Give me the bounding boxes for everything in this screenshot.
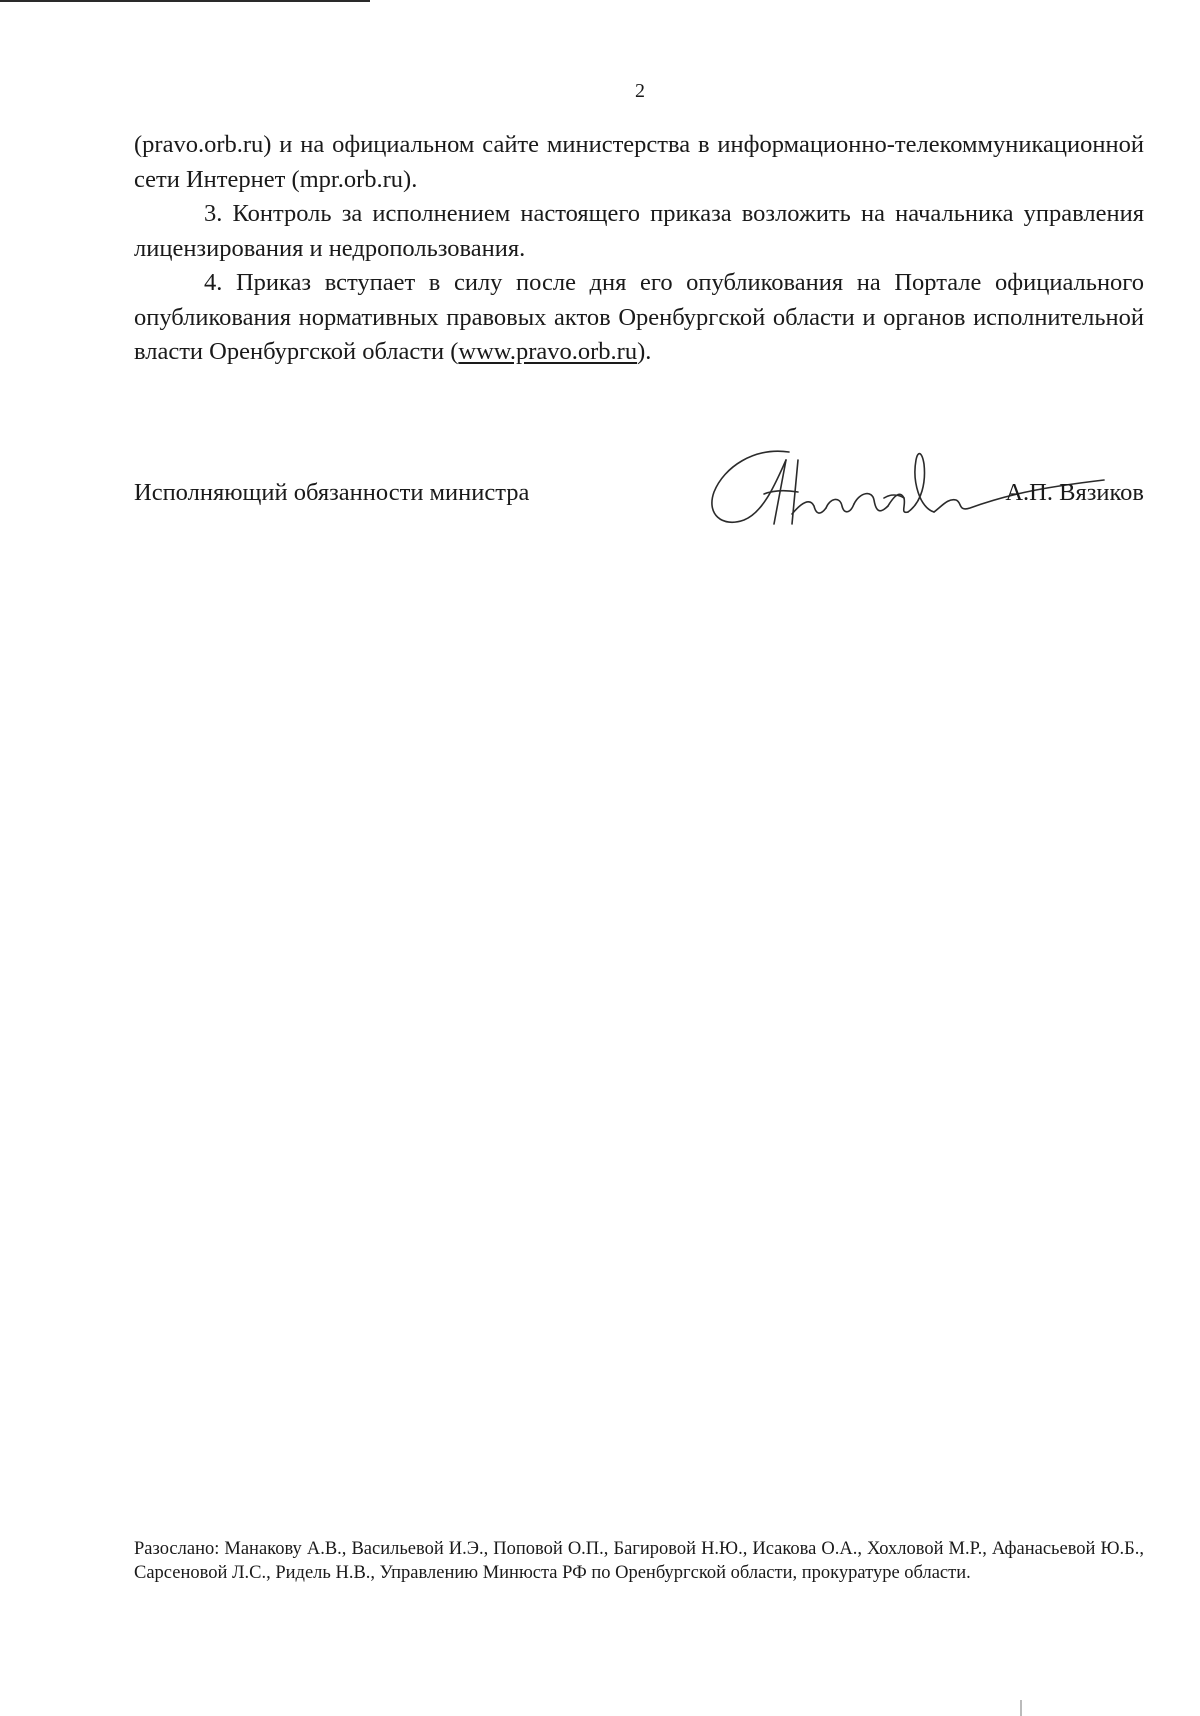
portal-link[interactable]: www.pravo.orb.ru — [458, 338, 638, 365]
paragraph-4-text: 4. Приказ вступает в силу после дня его опубликования на Портале официального опубликования нормативных правовых актов Оренбургской области и органов исполнительной власти Оренбургской области ( — [134, 269, 1144, 365]
signer-name: А.П. Вязиков — [1005, 479, 1144, 506]
paragraph-continuation: (pravo.orb.ru) и на официальном сайте министерства в информационно-телекоммуникационной сети Интернет (mpr.orb.ru). — [134, 131, 1144, 193]
document-body — [134, 128, 1144, 370]
scan-edge-line — [0, 0, 370, 2]
paragraph-3-control: 3. Контроль за исполнением настоящего приказа возложить на начальника управления лицензирования и недропользования. — [134, 200, 1144, 262]
paragraph-4-effective-date — [134, 266, 1144, 370]
paragraph-4-closing: ). — [637, 338, 652, 365]
scan-artifact — [1020, 1700, 1022, 1716]
signer-position: Исполняющий обязанности министра — [134, 479, 530, 506]
signature-block — [134, 476, 1144, 536]
distribution-list: Разослано: Манакову А.В., Васильевой И.Э., Поповой О.П., Багировой Н.Ю., Исакова О.А., Хохловой М.Р., Афанасьевой Ю.Б., Сарсеновой Л.С., Ридель Н.В., Управлению Минюста РФ по Оренбургской области, прокуратуре области. — [134, 1539, 1144, 1583]
page-number: 2 — [635, 80, 645, 102]
